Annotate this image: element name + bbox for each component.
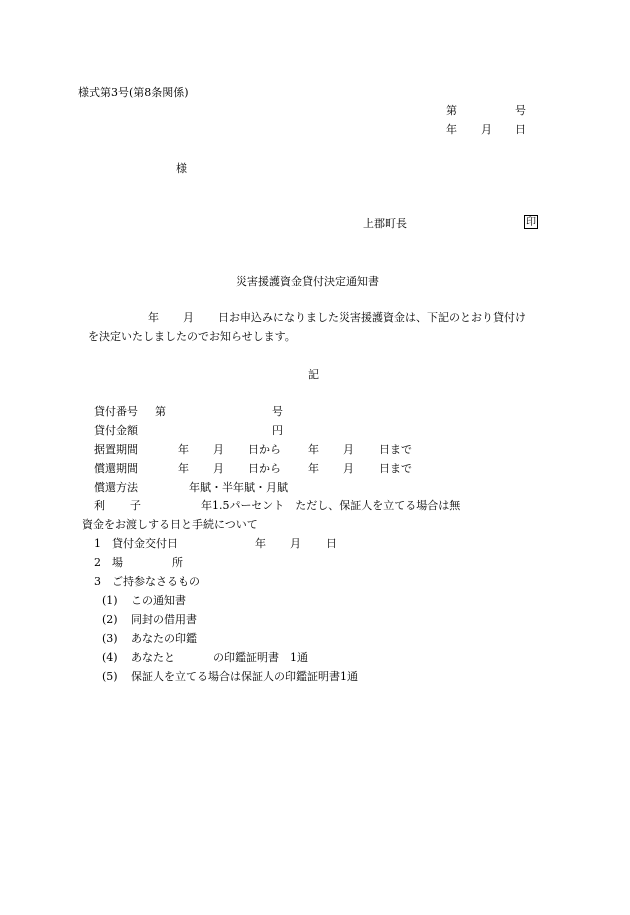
handover-item2-label-1: 場 — [112, 556, 123, 569]
grace-to-month: 月 — [343, 443, 354, 456]
body-text-line1: 日お申込みになりました災害援護資金は、下記のとおり貸付け — [218, 311, 526, 324]
subitem5-num: (5) — [102, 670, 118, 683]
recipient-honorific: 様 — [176, 162, 187, 175]
loan-amount-label: 貸付金額 — [94, 424, 138, 437]
document-title: 災害援護資金貸付決定通知書 — [236, 275, 379, 288]
subitem5-text: 保証人を立てる場合は保証人の印鑑証明書1通 — [131, 670, 358, 683]
form-number: 様式第3号(第8条関係) — [78, 86, 189, 99]
repay-method-value: 年賦・半年賦・月賦 — [189, 481, 288, 494]
grace-from-day: 日から — [248, 443, 281, 456]
seal-mark: 印 — [526, 217, 536, 228]
ki-heading: 記 — [308, 368, 319, 381]
handover-item1-year: 年 — [255, 537, 266, 550]
subitem2-num: (2) — [102, 613, 118, 626]
handover-item2-num: 2 — [94, 556, 101, 569]
loan-number-prefix: 第 — [155, 405, 166, 418]
grace-to-day: 日まで — [379, 443, 412, 456]
subitem4-text-b: の印鑑証明書 1通 — [213, 651, 308, 664]
handover-item1-month: 月 — [290, 537, 301, 550]
loan-number-suffix: 号 — [272, 405, 283, 418]
handover-item1-label: 貸付金交付日 — [112, 537, 178, 550]
body-text-line2: を決定いたしましたのでお知らせします。 — [88, 330, 296, 343]
repay-period-label: 償還期間 — [94, 462, 138, 475]
handover-item3-num: 3 — [94, 575, 101, 588]
repay-from-month: 月 — [213, 462, 224, 475]
doc-number-suffix: 号 — [515, 104, 526, 117]
subitem1-num: (1) — [102, 594, 118, 607]
handover-item2-label-2: 所 — [172, 556, 183, 569]
handover-item1-num: 1 — [94, 537, 101, 550]
grace-from-month: 月 — [213, 443, 224, 456]
loan-number-label: 貸付番号 — [94, 405, 138, 418]
date-year: 年 — [446, 123, 457, 136]
interest-value: 年1.5パーセント ただし、保証人を立てる場合は無 — [201, 499, 461, 512]
handover-item3-label: ご持参なさるもの — [112, 575, 200, 588]
subitem2-text: 同封の借用書 — [131, 613, 197, 626]
date-month: 月 — [481, 123, 492, 136]
repay-to-year: 年 — [308, 462, 319, 475]
repay-to-month: 月 — [343, 462, 354, 475]
handover-heading: 資金をお渡しする日と手続について — [82, 518, 258, 531]
sender-title: 上郡町長 — [363, 217, 407, 230]
repay-method-label: 償還方法 — [94, 481, 138, 494]
subitem4-text-a: あなたと — [131, 651, 175, 664]
loan-amount-unit: 円 — [272, 424, 283, 437]
grace-to-year: 年 — [308, 443, 319, 456]
subitem1-text: この通知書 — [131, 594, 186, 607]
grace-period-label: 据置期間 — [94, 443, 138, 456]
doc-number-prefix: 第 — [446, 104, 457, 117]
body-year: 年 — [148, 311, 159, 324]
repay-from-year: 年 — [178, 462, 189, 475]
date-day: 日 — [515, 123, 526, 136]
interest-label-2: 子 — [130, 499, 141, 512]
grace-from-year: 年 — [178, 443, 189, 456]
interest-label-1: 利 — [94, 499, 105, 512]
subitem3-text: あなたの印鑑 — [131, 632, 197, 645]
body-month: 月 — [183, 311, 194, 324]
repay-from-day: 日から — [248, 462, 281, 475]
repay-to-day: 日まで — [379, 462, 412, 475]
subitem4-num: (4) — [102, 651, 118, 664]
handover-item1-day: 日 — [326, 537, 337, 550]
subitem3-num: (3) — [102, 632, 118, 645]
